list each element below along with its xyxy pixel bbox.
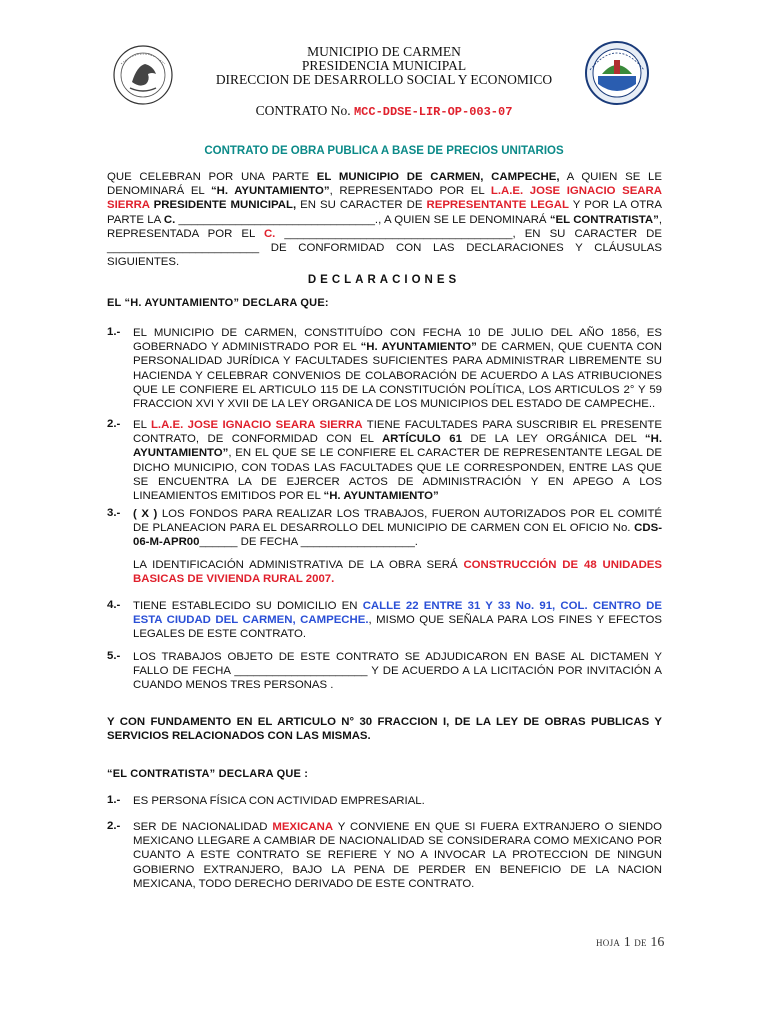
footer-de: DE — [634, 938, 647, 948]
declaration-5: LOS TRABAJOS OBJETO DE ESTE CONTRATO SE ADJUDICARON EN BASE AL DICTAMEN Y FALLO DE FECHA _____________________ Y DE ACUERDO A LA LICITACIÓN POR INVITACIÓN A CUANDO MENOS TRES PERSONAS . — [133, 651, 662, 692]
declaraciones-heading: DECLARACIONES — [307, 274, 461, 286]
header-direccion: DIRECCION DE DESARROLLO SOCIAL Y ECONOMICO — [215, 72, 553, 87]
section-ayuntamiento-heading: EL “H. AYUNTAMIENTO” DECLARA QUE: — [107, 297, 329, 309]
declaration-2: EL L.A.E. JOSE IGNACIO SEARA SIERRA TIENE FACULTADES PARA SUSCRIBIR EL PRESENTE CONTRATO, DE CONFORMIDAD CON EL ARTÍCULO 61 DE LA LEY ORGÁNICA DEL “H. AYUNTAMIENTO”, EN EL QUE SE LE CONFIERE EL CARACTER DE REPRESENTANTE LEGAL DE DICHO MUNICIPIO, CON TODAS LAS FACULTADES QUE LE CORRESPONDEN, ENTRE LAS QUE SE ENCUENTRA LA DE EJERCER ACTOS DE ADMINISTRACIÓN Y EN APEGO A LOS LINEAMIENTOS EMITIDOS POR EL “H. AYUNTAMIENTO” — [133, 419, 662, 503]
section-contratista-heading: “EL CONTRATISTA” DECLARA QUE : — [107, 768, 309, 780]
declaration-1: EL MUNICIPIO DE CARMEN, CONSTITUÍDO CON FECHA 10 DE JULIO DEL AÑO 1856, ES GOBERNADO Y ADMINISTRADO POR EL “H. AYUNTAMIENTO” DE CARMEN, QUE CUENTA CON PERSONALIDAD JURÍDICA Y FACULTADES SUFICIENTES PARA ADMINISTRAR LIBREMENTE SU HACIENDA Y CELEBRAR CONVENIOS DE COLABORACIÓN DE ACUERDO A LAS ATRIBUCIONES QUE LE CONFIERE EL ARTICULO 115 DE LA CONSTITUCIÓN POLÍTICA, LOS ARTICULOS 2° Y 59 FRACCION XVI Y XVII DE LA LEY ORGANICA DE LOS MUNICIPIOS DEL ESTADO DE CAMPECHE.. — [133, 327, 662, 411]
declaration-3: ( X ) LOS FONDOS PARA REALIZAR LOS TRABAJOS, FUERON AUTORIZADOS POR EL COMITÉ DE PLANEACION PARA EL DESARROLLO DEL MUNICIPIO DE CARMEN CON EL OFICIO No. CDS-06-M-APR00______ DE FECHA __________________. — [133, 508, 662, 549]
declaration-3-obra: LA IDENTIFICACIÓN ADMINISTRATIVA DE LA OBRA SERÁ CONSTRUCCIÓN DE 48 UNIDADES BASICAS DE VIVIENDA RURAL 2007. — [133, 559, 662, 586]
contract-number-line — [0, 103, 768, 120]
page-footer — [596, 935, 664, 951]
footer-hoja: HOJA — [596, 938, 621, 948]
fundamento-paragraph: Y CON FUNDAMENTO EN EL ARTICULO N° 30 FRACCION I, DE LA LEY DE OBRAS PUBLICAS Y SERVICIOS RELACIONADOS CON LAS MISMAS. — [107, 716, 662, 743]
contract-number: MCC-DDSE-LIR-OP-003-07 — [353, 105, 513, 119]
contratista-declaration-1: ES PERSONA FÍSICA CON ACTIVIDAD EMPRESARIAL. — [133, 795, 425, 807]
footer-total: 16 — [650, 935, 665, 950]
item-number: 2.- — [107, 820, 121, 832]
header-municipio: MUNICIPIO DE CARMEN — [307, 44, 461, 59]
item-number: 4.- — [107, 599, 121, 611]
declaration-4: TIENE ESTABLECIDO SU DOMICILIO EN CALLE 22 ENTRE 31 Y 33 No. 91, COL. CENTRO DE ESTA CIUDAD DEL CARMEN, CAMPECHE., MISMO QUE SEÑALA PARA LOS FINES Y EFECTOS LEGALES DE ESTE CONTRATO. — [133, 600, 662, 641]
contract-label: CONTRATO No. — [255, 103, 351, 118]
intro-paragraph: QUE CELEBRAN POR UNA PARTE EL MUNICIPIO DE CARMEN, CAMPECHE, A QUIEN SE LE DENOMINARÁ EL “H. AYUNTAMIENTO”, REPRESENTADO POR EL L.A.E. JOSE IGNACIO SEARA SIERRA PRESIDENTE MUNICIPAL, EN SU CARACTER DE REPRESENTANTE LEGAL Y POR LA OTRA PARTE LA C. _______________________________., A QUIEN SE LE DENOMINARÁ “EL CONTRATISTA”, REPRESENTADA POR EL C. ____________________________________, EN SU CARACTER DE ________________________ DE CONFORMIDAD CON LAS DECLARACIONES Y CLÁUSULAS SIGUIENTES. — [107, 171, 663, 269]
item-number: 2.- — [107, 418, 121, 430]
document-subtitle: CONTRATO DE OBRA PUBLICA A BASE DE PRECIOS UNITARIOS — [204, 145, 564, 157]
header-presidencia: PRESIDENCIA MUNICIPAL — [301, 58, 467, 73]
contratista-declaration-2: SER DE NACIONALIDAD MEXICANA Y CONVIENE EN QUE SI FUERA EXTRANJERO O SIENDO MEXICANO LLEGARE A CAMBIAR DE NACIONALIDAD SE CONSIDERARA COMO MEXICANO POR CUANTO A ESTE CONTRATO SE REFIERE Y NO A INVOCAR LA PROTECCION DE NINGUN GOBIERNO EXTRANJERO, BAJO LA PENA DE PERDER EN BENEFICIO DE LA NACION MEXICANA, TODO DERECHO DERIVADO DE ESTE CONTRATO. — [133, 821, 663, 890]
footer-page: 1 — [623, 935, 631, 950]
item-number: 1.- — [107, 326, 121, 338]
item-number: 5.- — [107, 650, 121, 662]
item-number: 1.- — [107, 794, 121, 806]
item-number: 3.- — [107, 507, 121, 519]
